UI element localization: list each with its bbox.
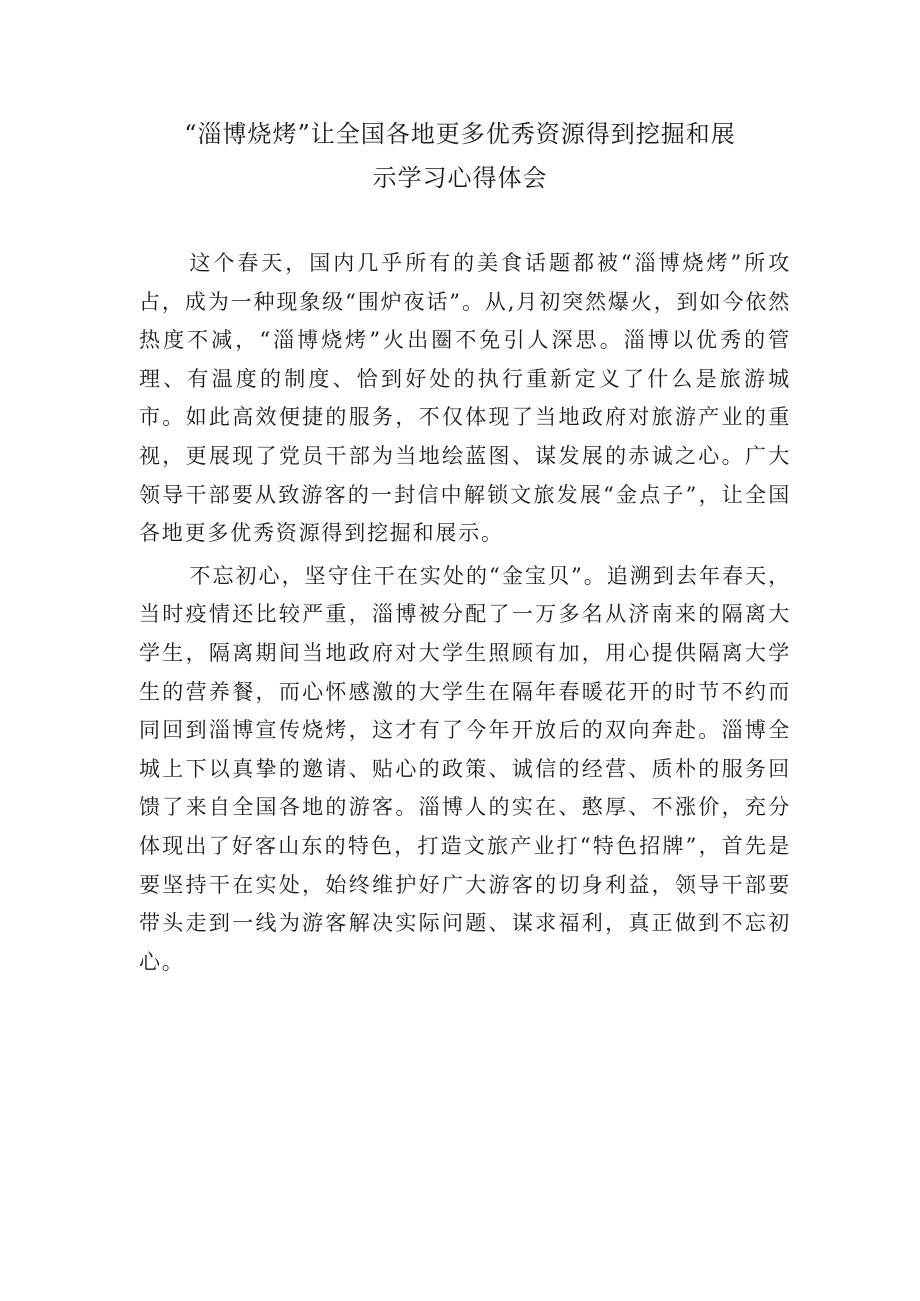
document-title xyxy=(130,112,790,200)
title-line-1: “淄博烧烤”让全国各地更多优秀资源得到挖掘和展 xyxy=(184,120,736,148)
document-body xyxy=(139,244,791,985)
paragraph-2: 不忘初心，坚守住干在实处的“金宝贝”。追溯到去年春天，当时疫情还比较严重，淄博被分配了一万多名从济南来的隔离大学生，隔离期间当地政府对大学生照顾有加，用心提供隔离大学生的营养餐，而心怀感激的大学生在隔年春暖花开的时节不约而同回到淄博宣传烧烤，这才有了今年开放后的双向奔赴。淄博全城上下以真挚的邀请、贴心的政策、诚信的经营、质朴的服务回馈了来自全国各地的游客。淄博人的实在、憨厚、不涨价，充分体现出了好客山东的特色，打造文旅产业打“特色招牌”，首先是要坚持干在实处，始终维护好广大游客的切身利益，领导干部要带头走到一线为游客解决实际问题、谋求福利，真正做到不忘初心。 xyxy=(139,563,791,974)
paragraph-1: 这个春天，国内几乎所有的美食话题都被“淄博烧烤”所攻占，成为一种现象级“围炉夜话”。从,月初突然爆火，到如今依然热度不减，“淄博烧烤”火出圈不免引人深思。淄博以优秀的管理、有温度的制度、恰到好处的执行重新定义了什么是旅游城市。如此高效便捷的服务，不仅体现了当地政府对旅游产业的重视，更展现了党员干部为当地绘蓝图、谋发展的赤诚之心。广大领导干部要从致游客的一封信中解锁文旅发展“金点子”，让全国各地更多优秀资源得到挖掘和展示。 xyxy=(139,251,791,546)
title-line-2: 示学习心得体会 xyxy=(372,164,548,192)
